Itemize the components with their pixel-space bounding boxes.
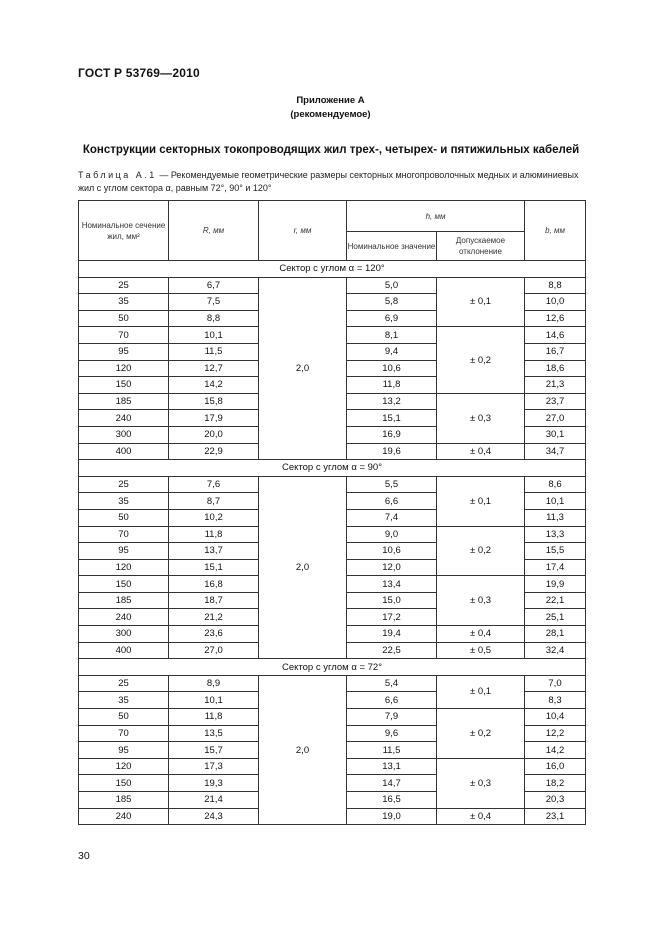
cell-section: 400 [79, 642, 169, 659]
cell-b: 7,0 [525, 675, 586, 692]
cell-R: 8,7 [169, 493, 259, 510]
sector-row [79, 460, 586, 477]
cell-h-nominal: 9,6 [347, 725, 437, 742]
cell-section: 300 [79, 426, 169, 443]
cell-section: 185 [79, 393, 169, 410]
cell-h-deviation: ± 0,4 [437, 808, 525, 825]
cell-b: 30,1 [525, 426, 586, 443]
cell-h-nominal: 7,4 [347, 509, 437, 526]
page-number: 30 [78, 850, 90, 862]
table-caption-label: Таблица А.1 [78, 170, 157, 180]
cell-h-deviation: ± 0,3 [437, 393, 525, 443]
cell-b: 12,2 [525, 725, 586, 742]
header-r: r, мм [259, 201, 347, 261]
cell-R: 10,1 [169, 692, 259, 709]
cell-b: 13,3 [525, 526, 586, 543]
cell-r: 2,0 [259, 675, 347, 824]
cell-R: 10,2 [169, 509, 259, 526]
cell-b: 34,7 [525, 443, 586, 460]
cell-b: 16,0 [525, 758, 586, 775]
cell-b: 14,2 [525, 742, 586, 759]
dimensions-table [78, 200, 586, 825]
cell-b: 21,3 [525, 377, 586, 394]
cell-h-nominal: 17,2 [347, 609, 437, 626]
cell-r: 2,0 [259, 476, 347, 659]
cell-b: 8,6 [525, 476, 586, 493]
cell-section: 120 [79, 758, 169, 775]
header-h-nominal: Номинальное значение [347, 232, 437, 261]
cell-R: 21,2 [169, 609, 259, 626]
cell-R: 13,5 [169, 725, 259, 742]
cell-section: 25 [79, 476, 169, 493]
cell-R: 27,0 [169, 642, 259, 659]
cell-R: 14,2 [169, 377, 259, 394]
cell-R: 11,5 [169, 343, 259, 360]
cell-h-nominal: 12,0 [347, 559, 437, 576]
cell-h-deviation: ± 0,2 [437, 526, 525, 576]
cell-b: 10,1 [525, 493, 586, 510]
cell-R: 13,7 [169, 543, 259, 560]
cell-section: 240 [79, 609, 169, 626]
cell-section: 150 [79, 576, 169, 593]
cell-b: 15,5 [525, 543, 586, 560]
table-row [79, 476, 586, 493]
cell-h-nominal: 6,6 [347, 493, 437, 510]
cell-b: 23,1 [525, 808, 586, 825]
cell-R: 12,7 [169, 360, 259, 377]
cell-R: 6,7 [169, 277, 259, 294]
table-header-row [79, 201, 586, 232]
cell-R: 17,9 [169, 410, 259, 427]
cell-R: 15,1 [169, 559, 259, 576]
cell-b: 10,0 [525, 294, 586, 311]
cell-section: 50 [79, 310, 169, 327]
cell-R: 15,7 [169, 742, 259, 759]
cell-h-nominal: 13,1 [347, 758, 437, 775]
cell-b: 28,1 [525, 626, 586, 643]
cell-h-nominal: 15,1 [347, 410, 437, 427]
cell-b: 25,1 [525, 609, 586, 626]
cell-section: 185 [79, 592, 169, 609]
cell-h-deviation: ± 0,5 [437, 642, 525, 659]
cell-section: 400 [79, 443, 169, 460]
cell-b: 16,7 [525, 343, 586, 360]
cell-b: 18,2 [525, 775, 586, 792]
cell-h-nominal: 16,5 [347, 792, 437, 809]
cell-R: 7,5 [169, 294, 259, 311]
cell-h-deviation: ± 0,2 [437, 327, 525, 393]
cell-b: 10,4 [525, 709, 586, 726]
cell-section: 35 [79, 692, 169, 709]
cell-b: 22,1 [525, 592, 586, 609]
cell-R: 23,6 [169, 626, 259, 643]
cell-b: 23,7 [525, 393, 586, 410]
cell-h-nominal: 19,0 [347, 808, 437, 825]
cell-section: 25 [79, 675, 169, 692]
cell-section: 70 [79, 327, 169, 344]
cell-h-nominal: 16,9 [347, 426, 437, 443]
cell-h-nominal: 19,6 [347, 443, 437, 460]
cell-R: 10,1 [169, 327, 259, 344]
cell-R: 20,0 [169, 426, 259, 443]
cell-h-nominal: 5,4 [347, 675, 437, 692]
cell-h-deviation: ± 0,1 [437, 277, 525, 327]
cell-section: 35 [79, 294, 169, 311]
cell-b: 14,6 [525, 327, 586, 344]
cell-section: 50 [79, 709, 169, 726]
cell-R: 11,8 [169, 709, 259, 726]
cell-R: 17,3 [169, 758, 259, 775]
cell-h-deviation: ± 0,1 [437, 476, 525, 526]
cell-section: 150 [79, 775, 169, 792]
cell-section: 120 [79, 559, 169, 576]
cell-b: 8,8 [525, 277, 586, 294]
annex-status: (рекомендуемое) [290, 109, 371, 120]
cell-h-nominal: 19,4 [347, 626, 437, 643]
cell-h-deviation: ± 0,3 [437, 758, 525, 808]
cell-b: 17,4 [525, 559, 586, 576]
cell-h-nominal: 7,9 [347, 709, 437, 726]
cell-section: 50 [79, 509, 169, 526]
cell-h-nominal: 5,5 [347, 476, 437, 493]
cell-section: 120 [79, 360, 169, 377]
cell-h-nominal: 6,6 [347, 692, 437, 709]
cell-h-nominal: 22,5 [347, 642, 437, 659]
cell-h-nominal: 13,4 [347, 576, 437, 593]
sector-label: Сектор с углом α = 90° [79, 460, 586, 477]
cell-h-nominal: 14,7 [347, 775, 437, 792]
cell-h-nominal: 10,6 [347, 360, 437, 377]
sector-row [79, 659, 586, 676]
cell-section: 70 [79, 526, 169, 543]
cell-b: 12,6 [525, 310, 586, 327]
cell-R: 24,3 [169, 808, 259, 825]
cell-b: 18,6 [525, 360, 586, 377]
table-caption-text: — Рекомендуемые геометрические размеры секторных многопроволочных медных и алюминиевых жил с углом сектора α, равным 72°, 90° и 120° [78, 170, 579, 193]
cell-b: 32,4 [525, 642, 586, 659]
cell-R: 18,7 [169, 592, 259, 609]
cell-R: 11,8 [169, 526, 259, 543]
cell-section: 95 [79, 543, 169, 560]
cell-h-deviation: ± 0,4 [437, 443, 525, 460]
cell-h-nominal: 6,9 [347, 310, 437, 327]
cell-h-nominal: 15,0 [347, 592, 437, 609]
sector-label: Сектор с углом α = 72° [79, 659, 586, 676]
cell-b: 11,3 [525, 509, 586, 526]
cell-R: 15,8 [169, 393, 259, 410]
cell-h-deviation: ± 0,1 [437, 675, 525, 708]
section-title: Конструкции секторных токопроводящих жил трех-, четырех- и пятижильных кабелей [82, 144, 580, 156]
cell-h-nominal: 13,2 [347, 393, 437, 410]
cell-h-nominal: 11,8 [347, 377, 437, 394]
cell-R: 8,9 [169, 675, 259, 692]
cell-section: 240 [79, 410, 169, 427]
cell-h-nominal: 8,1 [347, 327, 437, 344]
cell-b: 19,9 [525, 576, 586, 593]
cell-R: 8,8 [169, 310, 259, 327]
header-R: R, мм [169, 201, 259, 261]
cell-h-nominal: 5,0 [347, 277, 437, 294]
cell-section: 300 [79, 626, 169, 643]
cell-section: 95 [79, 742, 169, 759]
header-section: Номинальное сечение жил, мм² [79, 201, 169, 261]
cell-section: 185 [79, 792, 169, 809]
cell-b: 8,3 [525, 692, 586, 709]
sector-label: Сектор с углом α = 120° [79, 261, 586, 278]
table-caption [78, 169, 588, 195]
cell-h-nominal: 5,8 [347, 294, 437, 311]
cell-section: 95 [79, 343, 169, 360]
table-row [79, 675, 586, 692]
cell-h-deviation: ± 0,4 [437, 626, 525, 643]
header-h: h, мм [347, 201, 525, 232]
cell-h-nominal: 9,0 [347, 526, 437, 543]
cell-h-nominal: 10,6 [347, 543, 437, 560]
header-h-deviation: Допускаемое отклонение [437, 232, 525, 261]
cell-r: 2,0 [259, 277, 347, 460]
cell-h-nominal: 9,4 [347, 343, 437, 360]
cell-R: 21,4 [169, 792, 259, 809]
cell-h-deviation: ± 0,2 [437, 709, 525, 759]
sector-row [79, 261, 586, 278]
document-header: ГОСТ Р 53769—2010 [78, 66, 200, 80]
cell-R: 7,6 [169, 476, 259, 493]
cell-section: 25 [79, 277, 169, 294]
cell-section: 35 [79, 493, 169, 510]
header-b: b, мм [525, 201, 586, 261]
annex-title: Приложение А [296, 95, 365, 106]
cell-b: 27,0 [525, 410, 586, 427]
cell-h-deviation: ± 0,3 [437, 576, 525, 626]
cell-section: 150 [79, 377, 169, 394]
cell-R: 22,9 [169, 443, 259, 460]
table-row [79, 277, 586, 294]
cell-section: 70 [79, 725, 169, 742]
cell-h-nominal: 11,5 [347, 742, 437, 759]
cell-b: 20,3 [525, 792, 586, 809]
cell-section: 240 [79, 808, 169, 825]
cell-R: 16,8 [169, 576, 259, 593]
cell-R: 19,3 [169, 775, 259, 792]
